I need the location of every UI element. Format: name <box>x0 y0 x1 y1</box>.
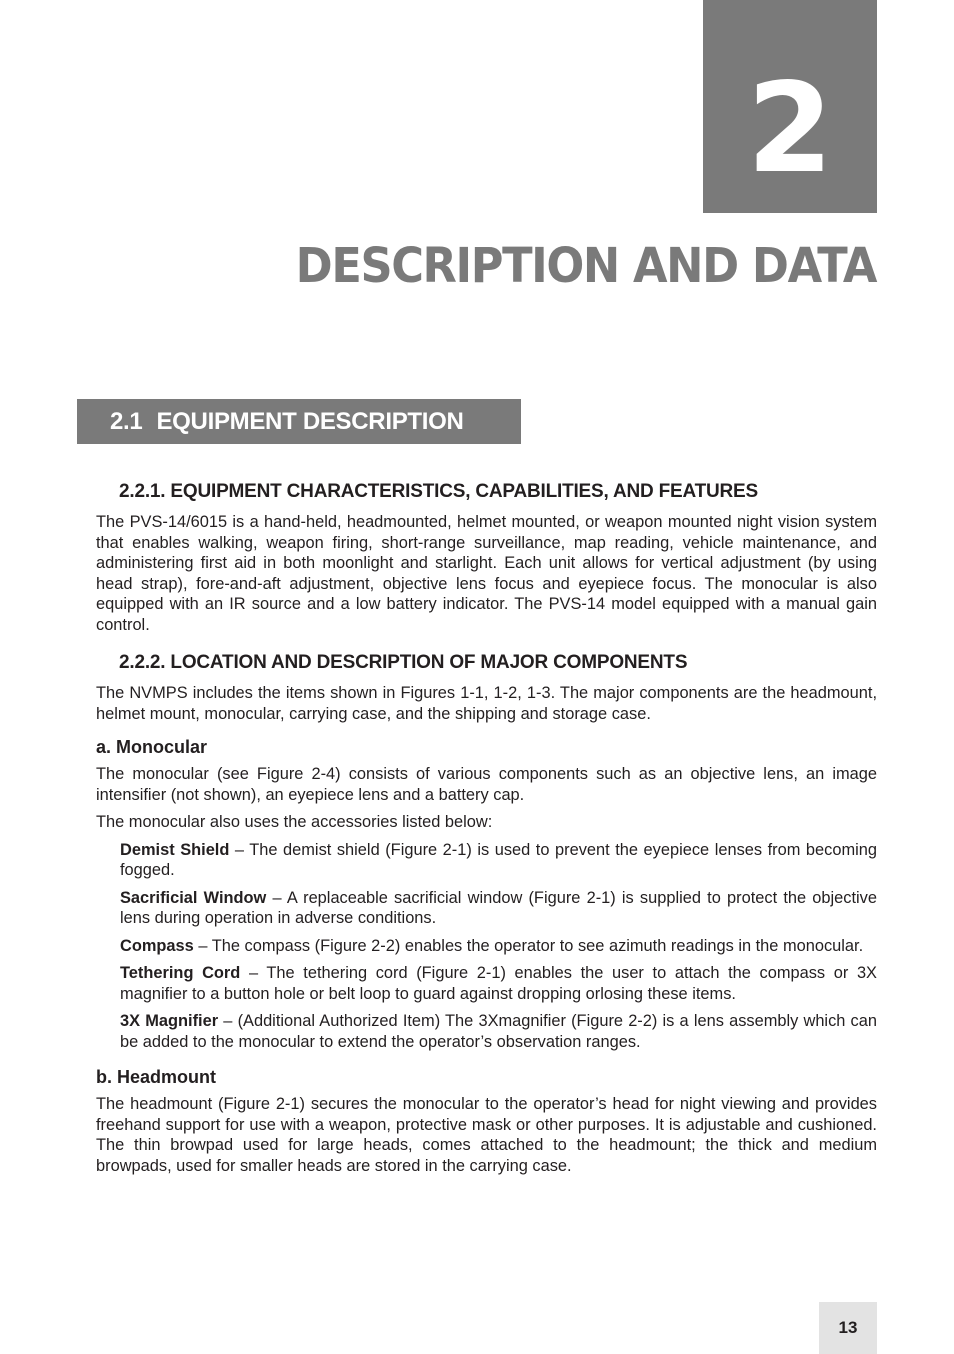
accessory-text: – (Additional Authorized Item) The 3Xmagnifier (Figure 2-2) is a lens assembly which can be added to the monocular to extend the operator’s observation ranges. <box>120 1012 877 1051</box>
accessory-term: Demist Shield <box>120 840 230 859</box>
monocular-paragraph: The monocular (see Figure 2-4) consists of various components such as an objective lens, an image intensifier (not shown), an eyepiece lens and a battery cap. <box>96 765 877 804</box>
accessory-term: Tethering Cord <box>120 964 241 982</box>
accessory-text: – A replaceable sacrificial window (Figure 2-1) is supplied to protect the objective lens during operation in adverse conditions. <box>120 888 877 927</box>
headmount-paragraph: The headmount (Figure 2-1) secures the monocular to the operator’s head for night viewing and provides freehand support for use with a weapon, protective mask or other purposes. It is adjustable and cushioned. The thin browpad used for large heads, comes attached to the headmount; the thick and medium browpads, used for smaller heads are stored in the carrying case. <box>96 1095 877 1175</box>
section-title: EQUIPMENT DESCRIPTION <box>156 407 464 435</box>
accessory-sacrificial-window <box>120 888 877 929</box>
section-number: 2.1 <box>110 407 143 435</box>
chapter-number-box <box>703 0 877 213</box>
accessory-term: Sacrificial Window <box>120 888 267 907</box>
accessory-term: 3X Magnifier <box>120 1012 219 1030</box>
accessory-compass <box>120 936 877 957</box>
accessory-text: – The tethering cord (Figure 2-1) enables the user to attach the compass or 3X magnifier to a button hole or belt loop to guard against dropping orlosing these items. <box>120 964 877 1003</box>
headmount-heading: b. Headmount <box>96 1067 216 1087</box>
chapter-number: 2 <box>746 57 834 201</box>
body-content <box>96 480 877 1183</box>
monocular-heading: a. Monocular <box>96 737 208 757</box>
page-number-box <box>819 1302 877 1354</box>
page-number: 13 <box>838 1318 858 1337</box>
section-heading <box>77 399 521 444</box>
components-paragraph: The NVMPS includes the items shown in Figures 1-1, 1-2, 1-3. The major components are the headmount, helmet mount, monocular, carrying case, and the shipping and storage case. <box>96 684 877 723</box>
accessory-tethering-cord <box>120 963 877 1004</box>
characteristics-paragraph: The PVS-14/6015 is a hand-held, headmounted, helmet mounted, or weapon mounted night vision system that enables walking, weapon firing, short-range surveillance, map reading, vehicle maintenance, and administering first aid in both moonlight and starlight. Each unit allows for vertical adjustment (by using head strap), fore-and-aft adjustment, objective lens focus and eyepiece focus. The monocular is also equipped with an IR source and a low battery indicator. The PVS-14 model equipped with a manual gain control. <box>96 513 877 634</box>
accessory-3x-magnifier <box>120 1011 877 1052</box>
accessory-term: Compass <box>120 936 194 955</box>
accessory-demist-shield <box>120 840 877 881</box>
chapter-title: DESCRIPTION AND DATA <box>295 238 876 294</box>
accessory-text: – The demist shield (Figure 2-1) is used to prevent the eyepiece lenses from becoming fogged. <box>120 840 877 879</box>
accessory-text: – The compass (Figure 2-2) enables the operator to see azimuth readings in the monocular. <box>193 936 864 955</box>
subsection-title-components: 2.2.2. LOCATION AND DESCRIPTION OF MAJOR COMPONENTS <box>119 652 688 673</box>
subsection-title-characteristics: 2.2.1. EQUIPMENT CHARACTERISTICS, CAPABILITIES, AND FEATURES <box>119 481 758 502</box>
accessories-intro: The monocular also uses the accessories listed below: <box>96 813 493 831</box>
